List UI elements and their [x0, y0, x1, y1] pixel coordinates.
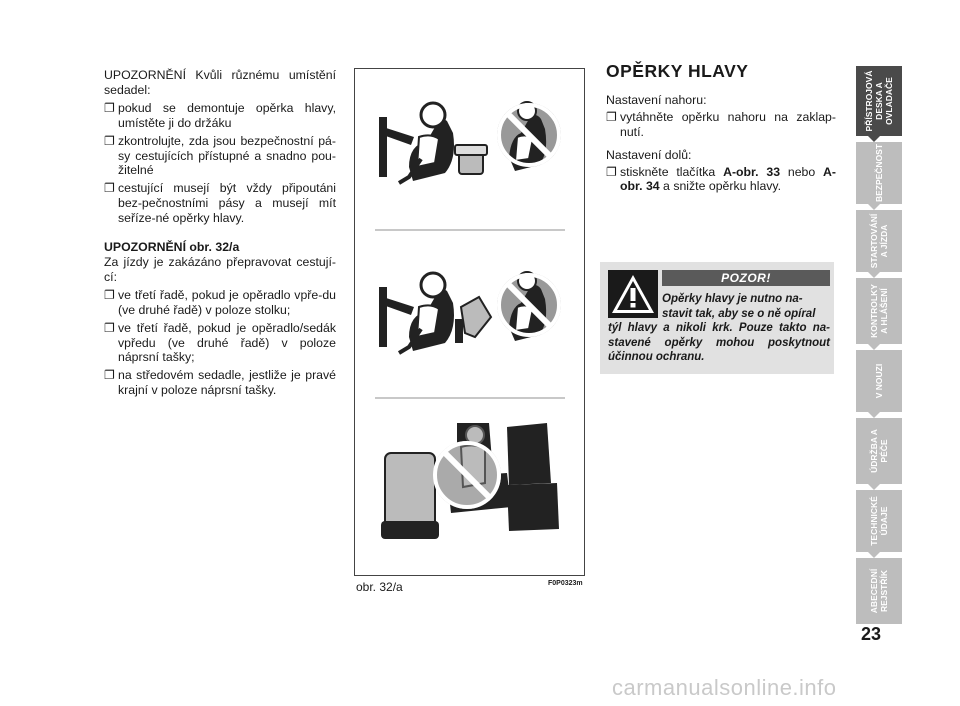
- checkbox-bullet-icon: ❐: [104, 287, 115, 302]
- list-item: ❐ ve třetí řadě, pokud je opěradlo vpře-du (ve druhé řadě) v poloze stolku;: [104, 287, 336, 317]
- caution-heading: POZOR!: [662, 270, 830, 286]
- tab-udrzba[interactable]: ÚDRŽBA A PÉČE: [856, 418, 902, 484]
- left-column: [104, 68, 336, 398]
- checkbox-bullet-icon: ❐: [104, 133, 115, 148]
- list-item: ❐ zkontrolujte, zda jsou bezpečnostní pá-sy cestujících přístupné a snadno pou-žitelné: [104, 133, 336, 178]
- up-label: Nastavení nahoru:: [606, 92, 707, 107]
- seat-bag-position-illustration: [369, 267, 569, 377]
- seat-table-position-illustration: [369, 97, 569, 207]
- warning-text: Za jízdy je zakázáno přepravovat cestují-cí:: [104, 254, 336, 284]
- section-title: OPĚRKY HLAVY: [606, 61, 749, 81]
- checkbox-bullet-icon: ❐: [104, 368, 115, 383]
- figure-reference: A-obr. 34: [620, 164, 836, 194]
- down-label: Nastavení dolů:: [606, 147, 692, 162]
- figure-caption: obr. 32/a: [356, 580, 403, 594]
- right-column: [606, 61, 836, 194]
- figure-reference: A-obr. 33: [723, 164, 781, 179]
- tab-kontrolky[interactable]: KONTROLKY A HLÁŠENÍ: [856, 278, 902, 344]
- list-item: ❐ pokud se demontuje opěrka hlavy, umístěte ji do držáku: [104, 100, 336, 130]
- figure-divider: [375, 397, 565, 399]
- figure-32a: [354, 68, 585, 576]
- checkbox-bullet-icon: ❐: [606, 109, 617, 124]
- caution-text: Opěrky hlavy je nutno na- stavit tak, aby se o ně opíral týl hlavy a nikoli krk. Pouze takto na-stavené opěrky mohou poskytnout účinnou ochranu.: [608, 293, 830, 363]
- list-item: ❐ ve třetí řadě, pokud je opěradlo/sedák vpředu (ve druhé řadě) v poloze náprsní tašky;: [104, 320, 336, 365]
- list-item: ❐ stiskněte tlačítka A-obr. 33 nebo A-obr. 34 a snižte opěrku hlavy.: [606, 164, 836, 194]
- list-item: ❐ vytáhněte opěrku nahoru na zaklap-nutí.: [606, 109, 836, 139]
- tab-bezpecnost[interactable]: BEZPEČNOST: [856, 142, 902, 204]
- tab-pristrojova-deska[interactable]: PŘÍSTROJOVÁ DESKA A OVLADAČE: [856, 66, 902, 136]
- caution-box: [600, 262, 834, 374]
- checkbox-bullet-icon: ❐: [104, 320, 115, 335]
- watermark: carmanualsonline.info: [612, 675, 837, 700]
- intro-paragraph: UPOZORNĚNÍ Kvůli různému umístění sedadel:: [104, 68, 336, 97]
- rear-seats-illustration: [377, 413, 567, 543]
- checkbox-bullet-icon: ❐: [104, 181, 115, 196]
- list-item: ❐ cestující musejí být vždy připoutáni bez-pečnostními pásy a musejí mít seříze-né opěrky hlavy.: [104, 181, 336, 226]
- figure-code: F0P0323m: [548, 580, 583, 587]
- figure-divider: [375, 229, 565, 231]
- list-item: ❐ na středovém sedadle, jestliže je pravé krajní v poloze náprsní tašky.: [104, 368, 336, 398]
- page-number: 23: [861, 624, 882, 644]
- tab-startovani[interactable]: STARTOVÁNÍ A JÍZDA: [856, 210, 902, 272]
- tab-abecedni-rejstrik[interactable]: ABECEDNÍ REJSTŘÍK: [856, 558, 902, 624]
- checkbox-bullet-icon: ❐: [104, 100, 115, 115]
- tab-v-nouzi[interactable]: V NOUZI: [856, 350, 902, 412]
- warning-heading: UPOZORNĚNÍ obr. 32/a: [104, 240, 240, 255]
- tab-technicke-udaje[interactable]: TECHNICKÉ ÚDAJE: [856, 490, 902, 552]
- checkbox-bullet-icon: ❐: [606, 164, 617, 179]
